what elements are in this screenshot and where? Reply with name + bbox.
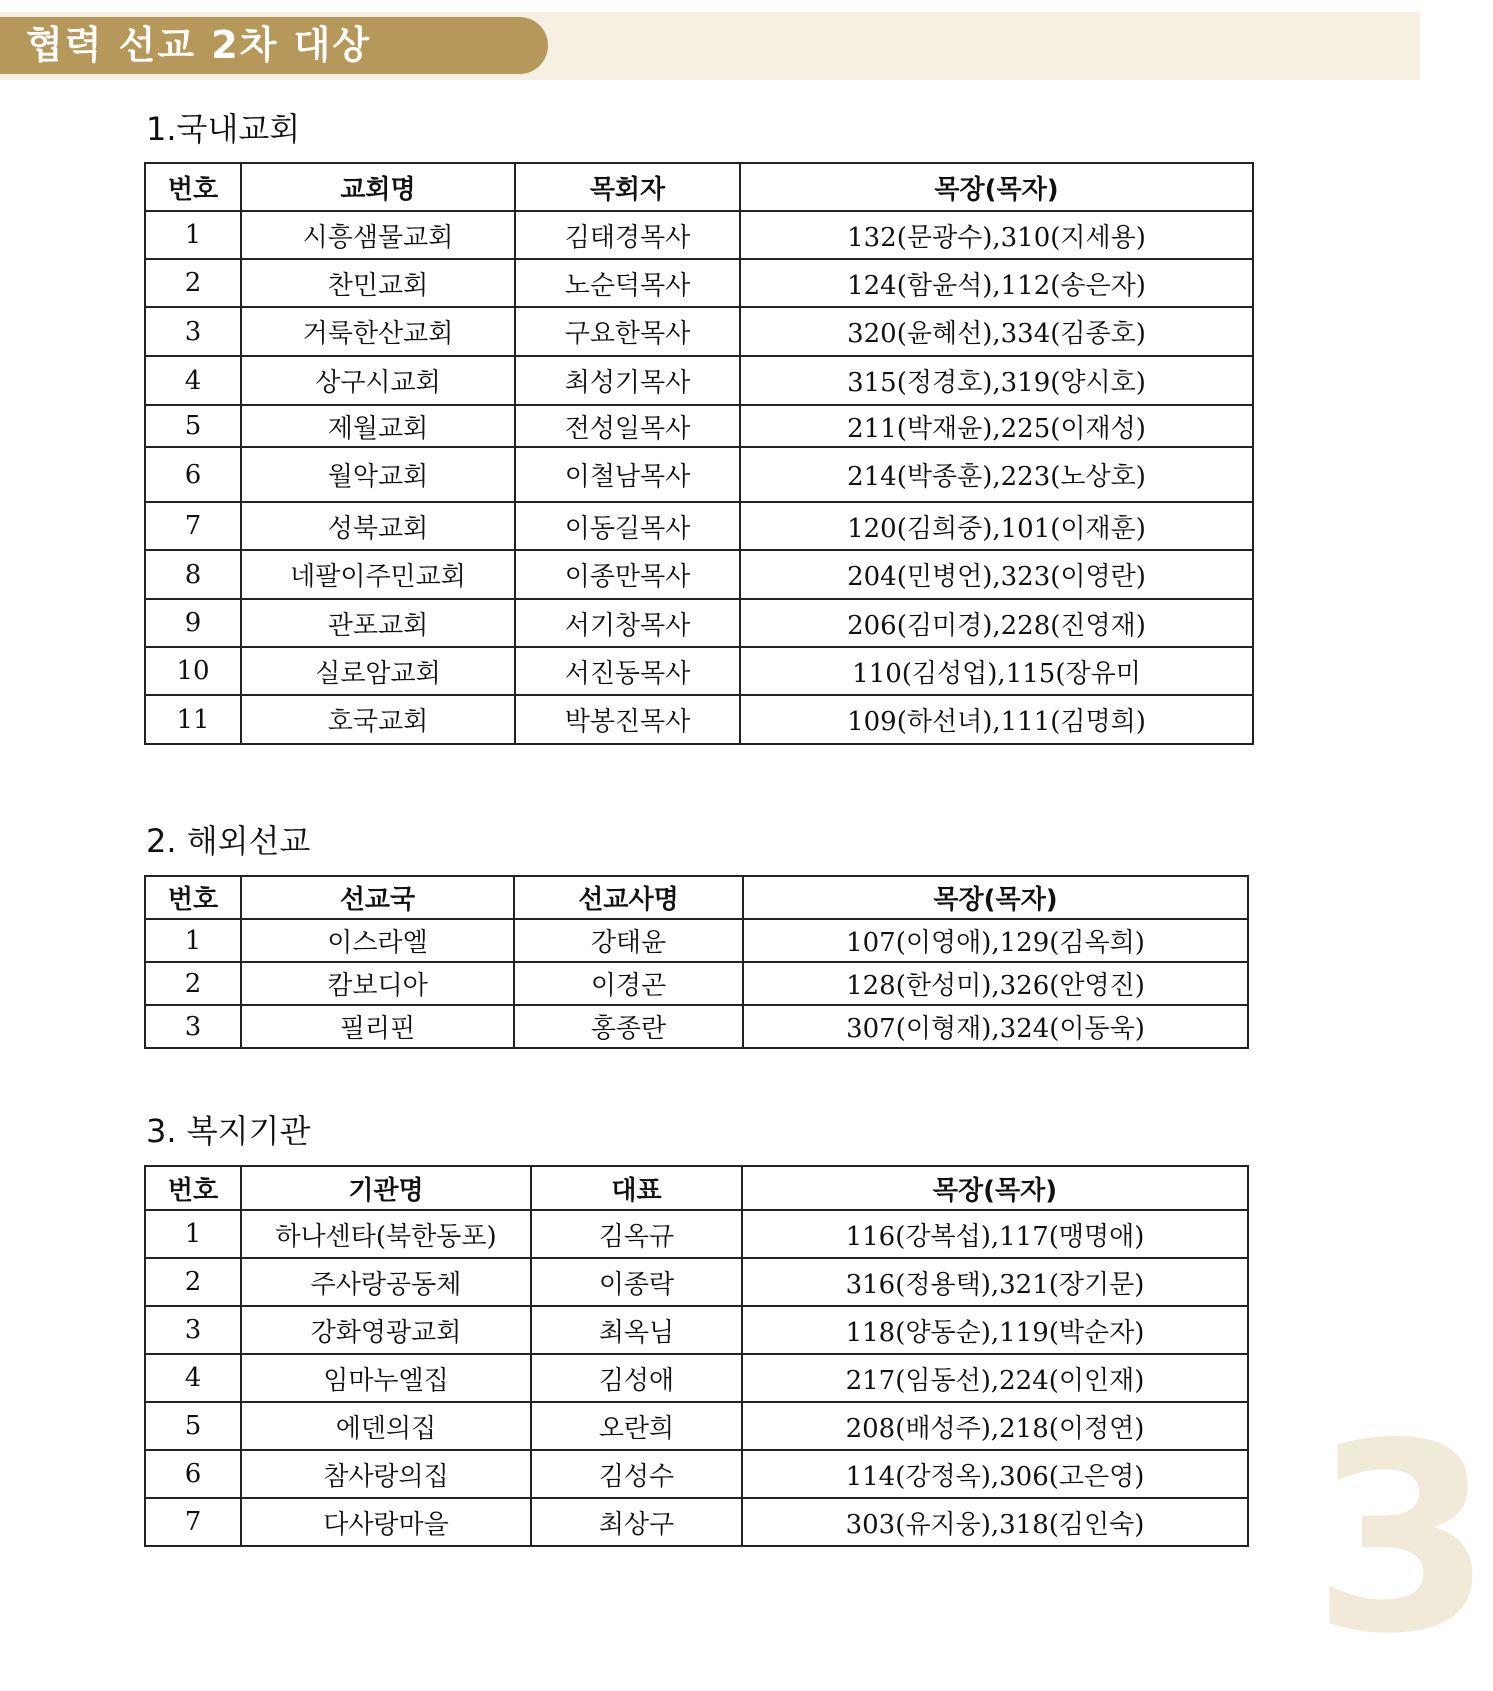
cell-person: 최상구: [531, 1498, 742, 1546]
cell-person: 홍종란: [514, 1005, 743, 1048]
cell-moksa: 114(강정옥),306(고은영): [742, 1450, 1248, 1498]
cell-moksa: 107(이영애),129(김옥희): [743, 919, 1248, 962]
cell-person: 강태윤: [514, 919, 743, 962]
cell-name: 강화영광교회: [241, 1306, 531, 1354]
overseas-mission-table: [144, 875, 1249, 1049]
table-row: [145, 1005, 1248, 1048]
table-row: [145, 307, 1253, 356]
cell-name: 실로암교회: [241, 647, 515, 695]
table-row: [145, 211, 1253, 259]
page-number-decoration: 3: [1312, 1389, 1493, 1691]
column-header-person: 대표: [531, 1166, 742, 1210]
cell-moksa: 320(윤혜선),334(김종호): [740, 307, 1253, 356]
cell-person: 서진동목사: [515, 647, 740, 695]
cell-no: 6: [145, 447, 241, 502]
cell-person: 이종락: [531, 1258, 742, 1306]
table-row: [145, 1498, 1248, 1546]
table-row: [145, 1354, 1248, 1402]
cell-moksa: 206(김미경),228(진영재): [740, 599, 1253, 647]
cell-name: 다사랑마을: [241, 1498, 531, 1546]
table-row: [145, 405, 1253, 447]
column-header-person: 선교사명: [514, 876, 743, 919]
cell-person: 최옥님: [531, 1306, 742, 1354]
cell-name: 성북교회: [241, 502, 515, 550]
cell-moksa: 315(정경호),319(양시호): [740, 356, 1253, 405]
table-row: [145, 695, 1253, 744]
cell-person: 이경곤: [514, 962, 743, 1005]
cell-name: 참사랑의집: [241, 1450, 531, 1498]
section-title-welfare: 3. 복지기관: [146, 1112, 311, 1150]
cell-name: 월악교회: [241, 447, 515, 502]
table-row: [145, 599, 1253, 647]
cell-moksa: 124(함윤석),112(송은자): [740, 259, 1253, 307]
column-header-name: 교회명: [241, 163, 515, 211]
cell-no: 5: [145, 1402, 241, 1450]
cell-no: 3: [145, 307, 241, 356]
column-header-name: 기관명: [241, 1166, 531, 1210]
cell-name: 주사랑공동체: [241, 1258, 531, 1306]
cell-moksa: 109(하선녀),111(김명희): [740, 695, 1253, 744]
table-row: [145, 356, 1253, 405]
cell-moksa: 303(유지웅),318(김인숙): [742, 1498, 1248, 1546]
cell-moksa: 110(김성업),115(장유미: [740, 647, 1253, 695]
cell-no: 7: [145, 1498, 241, 1546]
cell-name: 거룩한산교회: [241, 307, 515, 356]
cell-no: 4: [145, 356, 241, 405]
table-header-row: [145, 163, 1253, 211]
cell-person: 최성기목사: [515, 356, 740, 405]
cell-moksa: 316(정용택),321(장기문): [742, 1258, 1248, 1306]
cell-name: 네팔이주민교회: [241, 550, 515, 599]
cell-no: 3: [145, 1005, 241, 1048]
cell-name: 상구시교회: [241, 356, 515, 405]
cell-no: 7: [145, 502, 241, 550]
table-header-row: [145, 1166, 1248, 1210]
cell-person: 구요한목사: [515, 307, 740, 356]
table-row: [145, 447, 1253, 502]
cell-no: 1: [145, 211, 241, 259]
table-row: [145, 1306, 1248, 1354]
cell-no: 1: [145, 1210, 241, 1258]
domestic-church-table: [144, 162, 1254, 745]
cell-no: 4: [145, 1354, 241, 1402]
cell-name: 하나센타(북한동포): [241, 1210, 531, 1258]
column-header-no: 번호: [145, 876, 241, 919]
cell-name: 에덴의집: [241, 1402, 531, 1450]
cell-person: 김태경목사: [515, 211, 740, 259]
column-header-moksa: 목장(목자): [743, 876, 1248, 919]
cell-moksa: 208(배성주),218(이정연): [742, 1402, 1248, 1450]
cell-name: 임마누엘집: [241, 1354, 531, 1402]
cell-person: 노순덕목사: [515, 259, 740, 307]
table-row: [145, 1258, 1248, 1306]
cell-name: 찬민교회: [241, 259, 515, 307]
cell-moksa: 120(김희중),101(이재훈): [740, 502, 1253, 550]
cell-no: 1: [145, 919, 241, 962]
welfare-institution-table: [144, 1165, 1249, 1547]
cell-person: 이동길목사: [515, 502, 740, 550]
cell-no: 3: [145, 1306, 241, 1354]
cell-name: 관포교회: [241, 599, 515, 647]
cell-moksa: 217(임동선),224(이인재): [742, 1354, 1248, 1402]
column-header-no: 번호: [145, 163, 241, 211]
column-header-person: 목회자: [515, 163, 740, 211]
table-row: [145, 259, 1253, 307]
table-row: [145, 1210, 1248, 1258]
table-row: [145, 647, 1253, 695]
cell-moksa: 211(박재윤),225(이재성): [740, 405, 1253, 447]
table-row: [145, 550, 1253, 599]
table-row: [145, 1450, 1248, 1498]
cell-no: 5: [145, 405, 241, 447]
column-header-moksa: 목장(목자): [742, 1166, 1248, 1210]
cell-name: 필리핀: [241, 1005, 514, 1048]
cell-no: 8: [145, 550, 241, 599]
page-title: 협력 선교 2차 대상: [26, 23, 372, 67]
cell-person: 김성애: [531, 1354, 742, 1402]
cell-person: 김성수: [531, 1450, 742, 1498]
column-header-moksa: 목장(목자): [740, 163, 1253, 211]
cell-name: 이스라엘: [241, 919, 514, 962]
cell-no: 11: [145, 695, 241, 744]
cell-person: 서기창목사: [515, 599, 740, 647]
cell-no: 9: [145, 599, 241, 647]
cell-no: 10: [145, 647, 241, 695]
cell-person: 전성일목사: [515, 405, 740, 447]
table-row: [145, 962, 1248, 1005]
cell-moksa: 118(양동순),119(박순자): [742, 1306, 1248, 1354]
cell-name: 시흥샘물교회: [241, 211, 515, 259]
cell-no: 2: [145, 962, 241, 1005]
table-row: [145, 919, 1248, 962]
cell-no: 6: [145, 1450, 241, 1498]
cell-name: 제월교회: [241, 405, 515, 447]
section-title-overseas: 2. 해외선교: [146, 822, 311, 860]
table-header-row: [145, 876, 1248, 919]
cell-person: 김옥규: [531, 1210, 742, 1258]
cell-person: 박봉진목사: [515, 695, 740, 744]
cell-person: 이철남목사: [515, 447, 740, 502]
cell-moksa: 204(민병언),323(이영란): [740, 550, 1253, 599]
cell-moksa: 116(강복섭),117(맹명애): [742, 1210, 1248, 1258]
cell-no: 2: [145, 1258, 241, 1306]
cell-person: 이종만목사: [515, 550, 740, 599]
cell-moksa: 307(이형재),324(이동욱): [743, 1005, 1248, 1048]
table-row: [145, 502, 1253, 550]
cell-name: 호국교회: [241, 695, 515, 744]
column-header-name: 선교국: [241, 876, 514, 919]
cell-no: 2: [145, 259, 241, 307]
cell-person: 오란희: [531, 1402, 742, 1450]
cell-moksa: 132(문광수),310(지세용): [740, 211, 1253, 259]
section-title-domestic: 1.국내교회: [146, 110, 301, 148]
cell-name: 캄보디아: [241, 962, 514, 1005]
table-row: [145, 1402, 1248, 1450]
column-header-no: 번호: [145, 1166, 241, 1210]
cell-moksa: 214(박종훈),223(노상호): [740, 447, 1253, 502]
cell-moksa: 128(한성미),326(안영진): [743, 962, 1248, 1005]
